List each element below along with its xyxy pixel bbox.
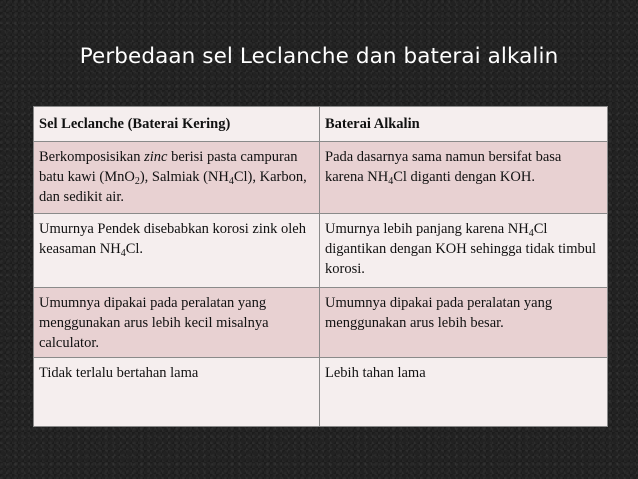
- table-row: [34, 142, 608, 214]
- subscript: 4: [528, 228, 534, 239]
- table-row: [34, 214, 608, 288]
- header-alkalin: Baterai Alkalin: [320, 107, 608, 142]
- cell-text: Cl digantikan dengan KOH sehingga tidak timbul korosi.: [325, 221, 597, 277]
- table-row: [34, 358, 608, 427]
- cell-leclanche-durability: Tidak terlalu bertahan lama: [34, 358, 320, 427]
- slide-title: Perbedaan sel Leclanche dan baterai alkalin: [79, 44, 559, 69]
- cell-text: berisi pasta campuran batu kawi (MnO: [39, 149, 298, 185]
- comparison-table: [33, 106, 608, 427]
- cell-text: Umurnya lebih panjang karena NH: [325, 221, 529, 237]
- cell-text: Berkomposisikan: [39, 149, 145, 165]
- cell-leclanche-composition: [34, 142, 320, 214]
- cell-text: Cl), Karbon, dan sedikit air.: [39, 169, 307, 205]
- cell-text: Umurnya Pendek disebabkan korosi zink oleh keasaman NH: [39, 221, 306, 257]
- subscript: 4: [228, 176, 234, 187]
- cell-text: ), Salmiak (NH: [139, 169, 229, 185]
- header-leclanche: Sel Leclanche (Baterai Kering): [34, 107, 320, 142]
- cell-text-italic: zinc: [144, 149, 168, 165]
- cell-alkalin-lifespan: [320, 214, 608, 288]
- cell-leclanche-lifespan: [34, 214, 320, 288]
- table-row: [34, 288, 608, 358]
- subscript: 4: [388, 176, 394, 187]
- cell-text: Pada dasarnya sama namun bersifat basa karena NH: [325, 149, 562, 185]
- subscript: 2: [134, 176, 140, 187]
- cell-text: Cl.: [125, 241, 144, 257]
- cell-alkalin-durability: Lebih tahan lama: [320, 358, 608, 427]
- cell-alkalin-usage: Umumnya dipakai pada peralatan yang menggunakan arus lebih besar.: [320, 288, 608, 358]
- cell-leclanche-usage: Umumnya dipakai pada peralatan yang menggunakan arus lebih kecil misalnya calculator.: [34, 288, 320, 358]
- cell-alkalin-composition: [320, 142, 608, 214]
- table-header-row: [34, 107, 608, 142]
- cell-text: Cl diganti dengan KOH.: [393, 169, 535, 185]
- subscript: 4: [120, 248, 126, 259]
